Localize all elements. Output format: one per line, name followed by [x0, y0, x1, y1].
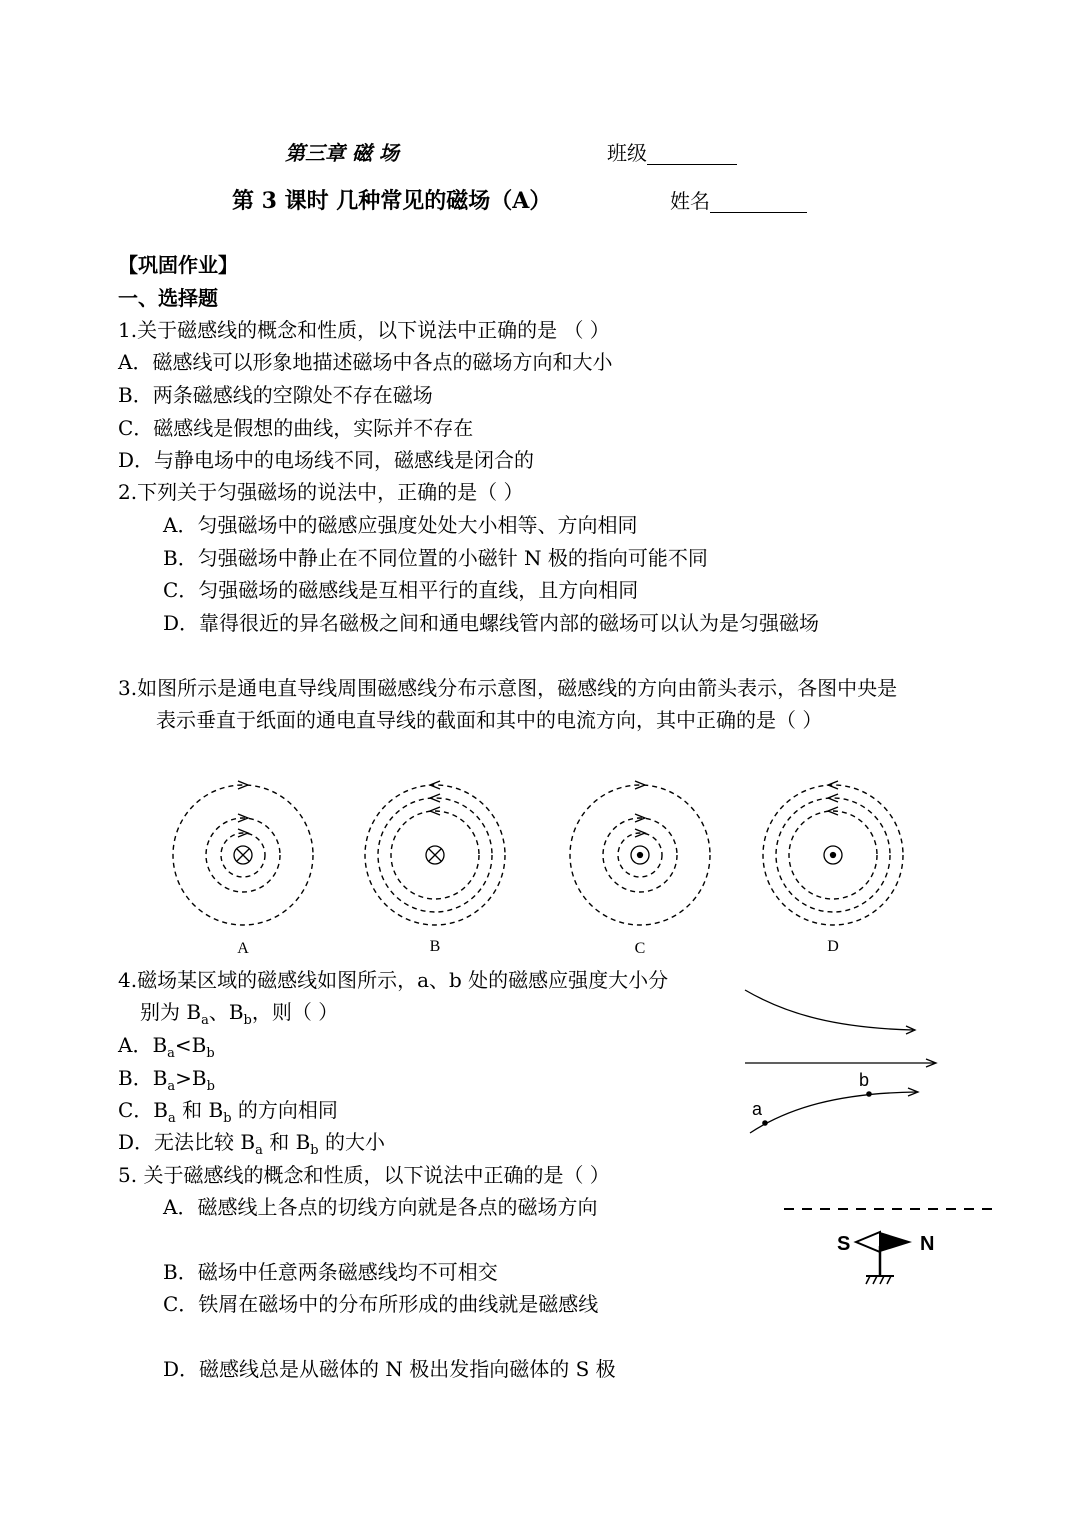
q5-option-b: B．磁场中任意两条磁感线均不可相交: [163, 1260, 498, 1284]
q4-option-b: B．$B_a>B_b$: [118, 1066, 215, 1094]
q3-stem-line1: 3.如图所示是通电直导线周围磁感线分布示意图，磁感线的方向由箭头表示，各图中央是: [118, 676, 898, 700]
q5-option-a: A．磁感线上各点的切线方向就是各点的磁场方向: [163, 1195, 598, 1219]
q4-stem-line2: 别为 $B_a$、$B_b$，则（ ）: [140, 1000, 339, 1028]
field-line-bottom: [750, 1092, 916, 1133]
q1-option-b: B．两条磁感线的空隙处不存在磁场: [118, 383, 433, 407]
figure-label-a: A: [237, 940, 249, 957]
q4-stem-line1: 4.磁场某区域的磁感线如图所示，a、b 处的磁感应强度大小分: [118, 968, 669, 992]
current-out-of-page-icon: [631, 846, 649, 864]
q1-option-a: A．磁感线可以形象地描述磁场中各点的磁场方向和大小: [118, 350, 613, 374]
figure-label-d: D: [827, 938, 839, 955]
figure-label-b: B: [429, 938, 441, 955]
name-label: 姓名: [670, 189, 710, 213]
q5-option-d: D．磁感线总是从磁体的 N 极出发指向磁体的 S 极: [163, 1357, 616, 1381]
q4-option-a: A．$B_a<B_b$: [118, 1033, 215, 1061]
class-label: 班级: [607, 141, 647, 165]
q1-stem: 1.关于磁感线的概念和性质，以下说法中正确的是 （ ）: [118, 318, 610, 342]
point-a-label: a: [752, 1099, 763, 1119]
point-a: [762, 1120, 768, 1126]
q2-option-b: B．匀强磁场中静止在不同位置的小磁针 N 极的指向可能不同: [163, 546, 708, 570]
q4-option-c: C．$B_a$ 和 $B_b$ 的方向相同: [118, 1098, 338, 1126]
field-line-top: [745, 990, 913, 1030]
q2-option-a: A．匀强磁场中的磁感应强度处处大小相等、方向相同: [163, 513, 638, 537]
section-homework: 【巩固作业】: [118, 253, 238, 277]
q3-field-lines-figure: [160, 770, 920, 960]
q4-option-d: D．无法比较 $B_a$ 和 $B_b$ 的大小: [118, 1130, 385, 1158]
current-into-page-icon: [426, 846, 444, 864]
lesson-title: 第 3 课时 几种常见的磁场（A）: [232, 188, 552, 214]
pole-s-label: S: [837, 1233, 851, 1255]
section-choice: 一、选择题: [118, 286, 218, 310]
current-into-page-icon: [234, 846, 252, 864]
q1-option-d: D．与静电场中的电场线不同，磁感线是闭合的: [118, 448, 535, 472]
class-field: [607, 141, 737, 165]
q4-field-lines-figure: [738, 980, 948, 1145]
figure-b-arrow: [430, 781, 440, 789]
q2-option-c: C．匀强磁场的磁感线是互相平行的直线，且方向相同: [163, 578, 639, 602]
figure-d-arrow: [828, 781, 838, 789]
q5-option-c: C．铁屑在磁场中的分布所形成的曲线就是磁感线: [163, 1292, 599, 1316]
compass-needle-icon: [856, 1232, 912, 1284]
q2-stem: 2.下列关于匀强磁场的说法中，正确的是（ ）: [118, 480, 524, 504]
figure-label-c: C: [634, 940, 646, 957]
chapter-title: 第三章 磁 场: [285, 141, 399, 165]
name-field: [670, 189, 807, 213]
class-blank: [647, 144, 737, 165]
q2-option-d: D．靠得很近的异名磁极之间和通电螺线管内部的磁场可以认为是匀强磁场: [163, 611, 820, 635]
q3-stem-line2: 表示垂直于纸面的通电直导线的截面和其中的电流方向，其中正确的是（ ）: [156, 708, 823, 732]
point-b-label: b: [859, 1070, 870, 1090]
name-blank: [710, 192, 807, 213]
q5-compass-figure: [780, 1196, 995, 1300]
q5-stem: 5. 关于磁感线的概念和性质，以下说法中正确的是（ ）: [118, 1163, 610, 1187]
current-out-of-page-icon: [824, 846, 842, 864]
point-b: [866, 1091, 872, 1097]
pole-n-label: N: [920, 1233, 935, 1255]
q1-option-c: C．磁感线是假想的曲线，实际并不存在: [118, 416, 474, 440]
